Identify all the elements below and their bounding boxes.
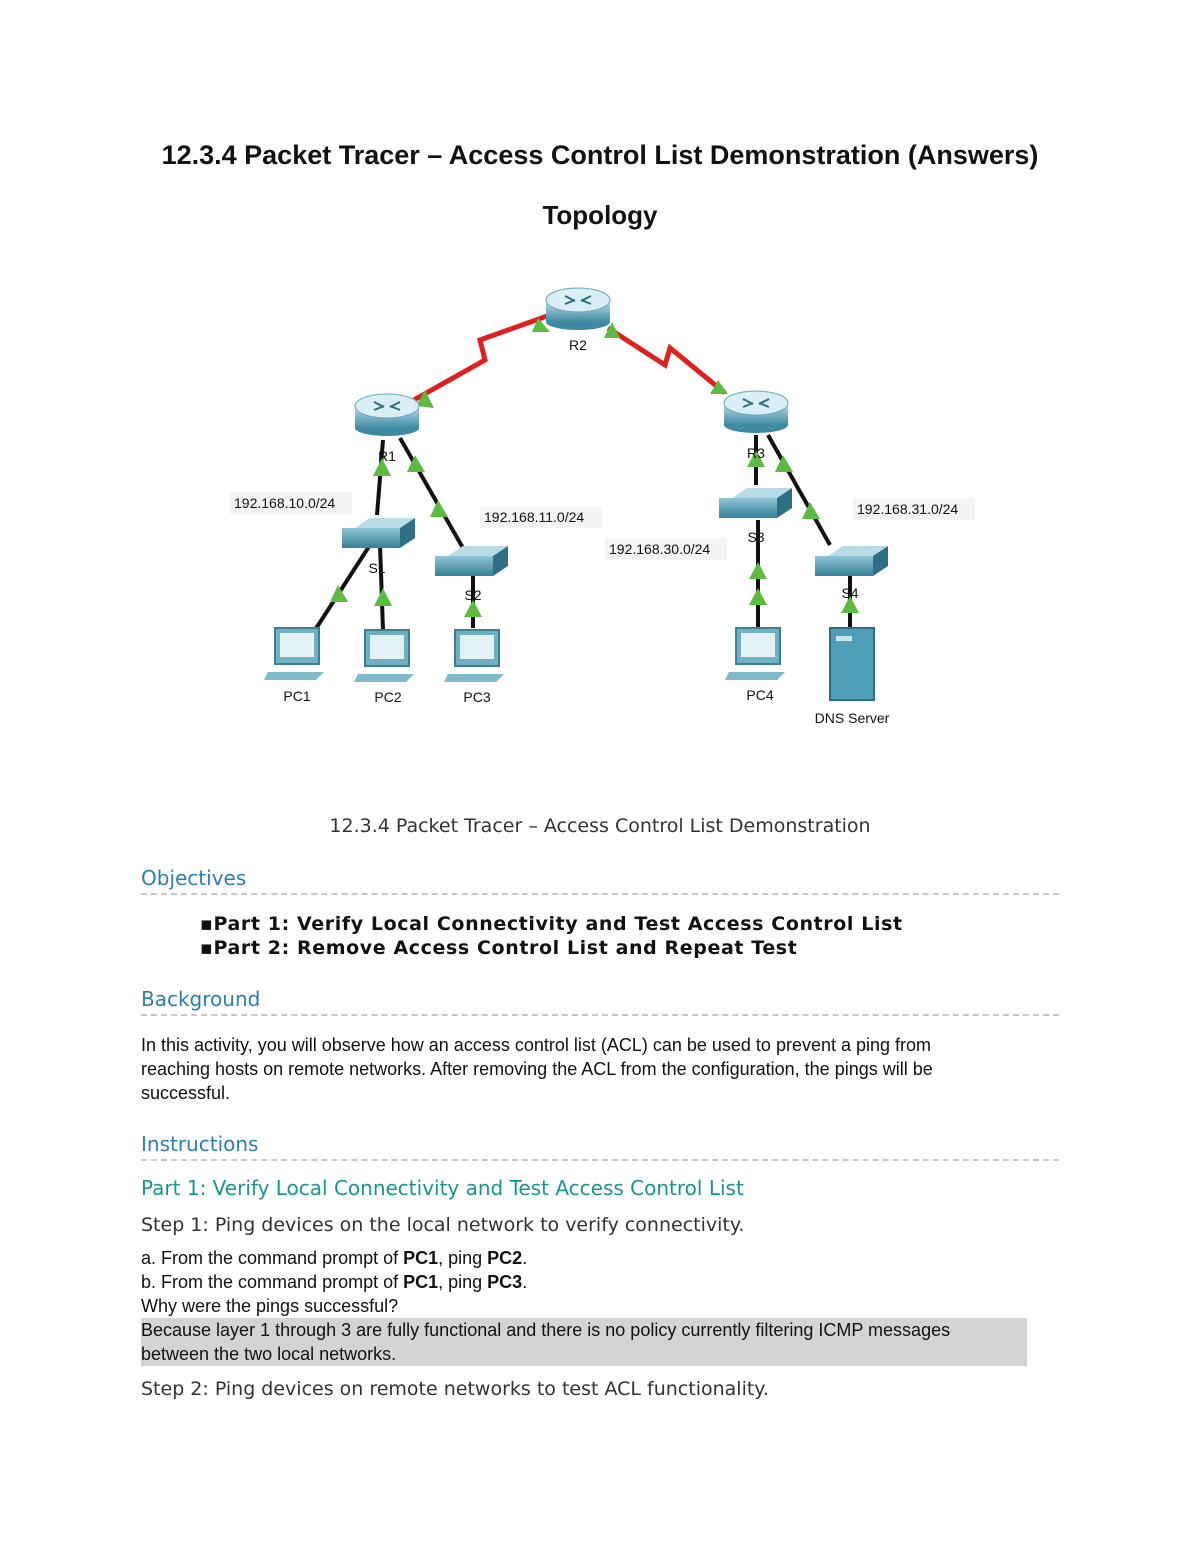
network-label-192-168-11 <box>480 506 602 528</box>
switch-s2[interactable] <box>435 546 508 603</box>
part1-heading: Part 1: Verify Local Connectivity and Test Access Control List <box>141 1176 744 1200</box>
figure-caption: 12.3.4 Packet Tracer – Access Control List Demonstration <box>329 815 871 837</box>
host-label-pc4: PC4 <box>746 687 774 703</box>
switch-s1[interactable] <box>342 518 415 576</box>
pc-pc3[interactable] <box>444 630 504 705</box>
objective-item: ▪Part 1: Verify Local Connectivity and Test Access Control List <box>200 913 903 935</box>
step2-heading: Step 2: Ping devices on remote networks to test ACL functionality. <box>141 1378 769 1400</box>
pc-pc2[interactable] <box>354 630 414 705</box>
router-r2[interactable] <box>546 288 610 353</box>
objectives-list <box>200 912 903 960</box>
svg-text:192.168.30.0/24: 192.168.30.0/24 <box>609 541 711 557</box>
pc-pc4[interactable] <box>725 628 785 703</box>
router-label-r1: R1 <box>378 448 396 464</box>
switch-label-s1: S1 <box>368 560 386 576</box>
svg-text:192.168.10.0/24: 192.168.10.0/24 <box>234 495 336 511</box>
topology-heading: Topology <box>542 200 658 230</box>
svg-text:192.168.31.0/24: 192.168.31.0/24 <box>857 501 959 517</box>
network-label-192-168-30 <box>605 538 727 560</box>
host-label-pc2: PC2 <box>374 689 402 705</box>
background-paragraph: In this activity, you will observe how an access control list (ACL) can be used to prevent a ping from reaching hosts on remote networks. After removing the ACL from the configuration, the pings will be successful. <box>141 1035 933 1103</box>
document-title: 12.3.4 Packet Tracer – Access Control List Demonstration (Answers) <box>161 140 1039 170</box>
step1-items <box>141 1246 1021 1318</box>
dns-server[interactable] <box>815 628 890 726</box>
question-text: Why were the pings successful? <box>141 1296 399 1316</box>
step-item-b: b. From the command prompt of PC1, ping PC3. <box>141 1272 528 1292</box>
router-label-r2: R2 <box>569 337 587 353</box>
host-label-pc1: PC1 <box>283 688 311 704</box>
host-label-pc3: PC3 <box>463 689 491 705</box>
network-label-192-168-10 <box>230 492 352 514</box>
serial-link-r1-r2 <box>405 315 550 405</box>
router-label-r3: R3 <box>747 445 765 461</box>
svg-text:192.168.11.0/24: 192.168.11.0/24 <box>484 509 585 525</box>
pc-pc1[interactable] <box>264 628 324 704</box>
link-status-indicators <box>330 318 859 617</box>
answer-highlight: Because layer 1 through 3 are fully functional and there is no policy currently filtering ICMP messages between the two local networks. <box>141 1318 1027 1366</box>
background-heading: Background <box>141 987 1059 1016</box>
switch-label-s2: S2 <box>464 587 482 603</box>
topology-diagram <box>220 270 1000 740</box>
switch-s4[interactable] <box>815 546 888 601</box>
step1-heading: Step 1: Ping devices on the local network to verify connectivity. <box>141 1214 745 1236</box>
objectives-heading: Objectives <box>141 866 1059 895</box>
step-item-a: a. From the command prompt of PC1, ping PC2. <box>141 1248 528 1268</box>
instructions-heading: Instructions <box>141 1132 1059 1161</box>
objective-item: ▪Part 2: Remove Access Control List and Repeat Test <box>200 937 798 959</box>
serial-link-r2-r3 <box>608 328 725 393</box>
switch-s3[interactable] <box>719 488 792 545</box>
network-label-192-168-31 <box>853 498 975 520</box>
switch-label-s3: S3 <box>747 529 765 545</box>
host-label-dns-server: DNS Server <box>814 710 890 726</box>
switch-label-s4: S4 <box>841 585 859 601</box>
